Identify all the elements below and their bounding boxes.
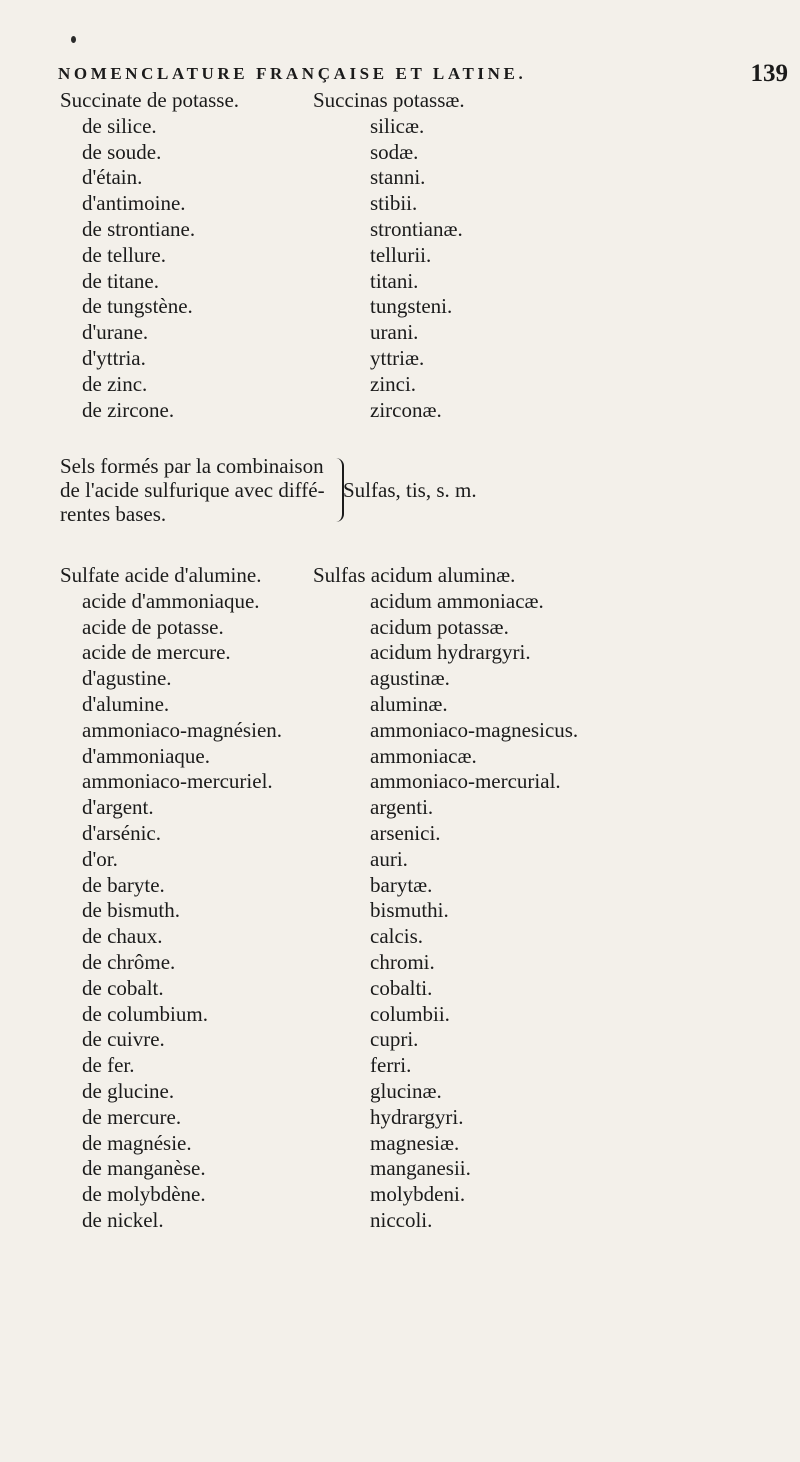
latin-term: sodæ. (370, 139, 419, 164)
latin-term: zinci. (370, 371, 417, 396)
french-term: de glucine. (82, 1079, 175, 1103)
latin-term: tungsteni. (370, 294, 453, 319)
french-term: de molybdène. (82, 1182, 206, 1207)
latin-term: molybdeni. (370, 1182, 466, 1207)
french-term: de baryte. (82, 872, 165, 897)
running-title: NOMENCLATURE FRANÇAISE ET LATINE. (58, 64, 527, 83)
latin-term: chromi. (370, 950, 435, 974)
latin-term: niccoli. (370, 1208, 433, 1232)
latin-term: zirconæ. (370, 397, 442, 422)
latin-term: cupri. (370, 1027, 419, 1052)
sels-line: de l'acide sulfurique avec diffé- (60, 478, 325, 502)
sulfas-label: Sulfas, tis, s. m. (343, 478, 477, 502)
french-term: Sulfate acide d'alumine. (60, 563, 262, 587)
latin-term: yttriæ. (370, 346, 425, 370)
french-term: d'agustine. (82, 666, 172, 691)
latin-term: barytæ. (370, 872, 433, 897)
latin-term: manganesii. (370, 1156, 471, 1181)
sels-line: Sels formés par la combinaison (60, 454, 324, 478)
french-term: d'yttria. (82, 346, 146, 370)
latin-term: tellurii. (370, 242, 432, 267)
french-term: de chaux. (82, 924, 163, 949)
french-term: acide d'ammoniaque. (82, 588, 260, 613)
latin-term: cobalti. (370, 975, 433, 1000)
french-term: acide de potasse. (82, 614, 224, 639)
latin-term: stanni. (370, 165, 426, 190)
french-term: d'ammoniaque. (82, 743, 210, 768)
page-number: 139 (750, 60, 788, 87)
latin-term: agustinæ. (370, 666, 450, 691)
french-term: de titane. (82, 268, 159, 293)
ink-speck (71, 36, 76, 43)
latin-term: strontianæ. (370, 217, 463, 241)
latin-term: magnesiæ. (370, 1130, 460, 1155)
french-term: de manganèse. (82, 1156, 206, 1181)
french-term: de bismuth. (82, 898, 180, 923)
french-term: ammoniaco-mercuriel. (82, 769, 273, 794)
french-term: ammoniaco-magnésien. (82, 717, 283, 742)
french-term: d'arsénic. (82, 821, 161, 845)
latin-term: acidum hydrargyri. (370, 640, 531, 665)
latin-term: ammoniacæ. (370, 743, 477, 768)
french-term: de tellure. (82, 242, 166, 267)
sels-heading (60, 454, 325, 526)
french-term: d'alumine. (82, 692, 170, 716)
latin-term: glucinæ. (370, 1079, 442, 1103)
french-term: d'or. (82, 846, 118, 871)
latin-term: Sulfas acidum aluminæ. (313, 563, 516, 587)
french-term: de silice. (82, 113, 157, 138)
french-term: d'argent. (82, 795, 154, 820)
latin-term: urani. (370, 320, 419, 345)
french-term: de cobalt. (82, 975, 164, 1000)
latin-term: ammoniaco-mercurial. (370, 769, 561, 794)
french-term: de mercure. (82, 1104, 182, 1129)
french-term: de chrôme. (82, 950, 176, 974)
latin-term: auri. (370, 846, 408, 871)
french-term: de tungstène. (82, 294, 193, 319)
french-term: de nickel. (82, 1208, 164, 1232)
french-term: de zircone. (82, 397, 175, 422)
latin-term: hydrargyri. (370, 1104, 464, 1129)
sels-line: rentes bases. (60, 502, 167, 526)
french-term: d'urane. (82, 320, 149, 345)
french-term: Succinate de potasse. (60, 88, 240, 112)
latin-term: silicæ. (370, 113, 425, 138)
french-term: de magnésie. (82, 1130, 192, 1155)
latin-term: calcis. (370, 924, 424, 949)
french-term: de zinc. (82, 371, 148, 396)
french-term: de strontiane. (82, 217, 196, 241)
latin-term: arsenici. (370, 821, 441, 845)
french-term: d'antimoine. (82, 191, 186, 216)
latin-term: stibii. (370, 191, 418, 216)
latin-term: acidum ammoniacæ. (370, 588, 544, 613)
latin-term: Succinas potassæ. (313, 88, 465, 112)
latin-term: argenti. (370, 795, 434, 820)
french-term: d'étain. (82, 165, 143, 190)
latin-term: aluminæ. (370, 692, 448, 716)
french-term: de cuivre. (82, 1027, 165, 1052)
french-term: de soude. (82, 139, 162, 164)
french-term: de columbium. (82, 1001, 208, 1026)
latin-term: titani. (370, 268, 419, 293)
running-header (58, 60, 788, 87)
latin-term: ferri. (370, 1053, 412, 1078)
latin-term: acidum potassæ. (370, 614, 509, 639)
latin-term: ammoniaco-magnesicus. (370, 717, 579, 742)
french-term: acide de mercure. (82, 640, 231, 665)
latin-term: columbii. (370, 1001, 450, 1026)
french-term: de fer. (82, 1053, 135, 1078)
latin-term: bismuthi. (370, 898, 449, 923)
